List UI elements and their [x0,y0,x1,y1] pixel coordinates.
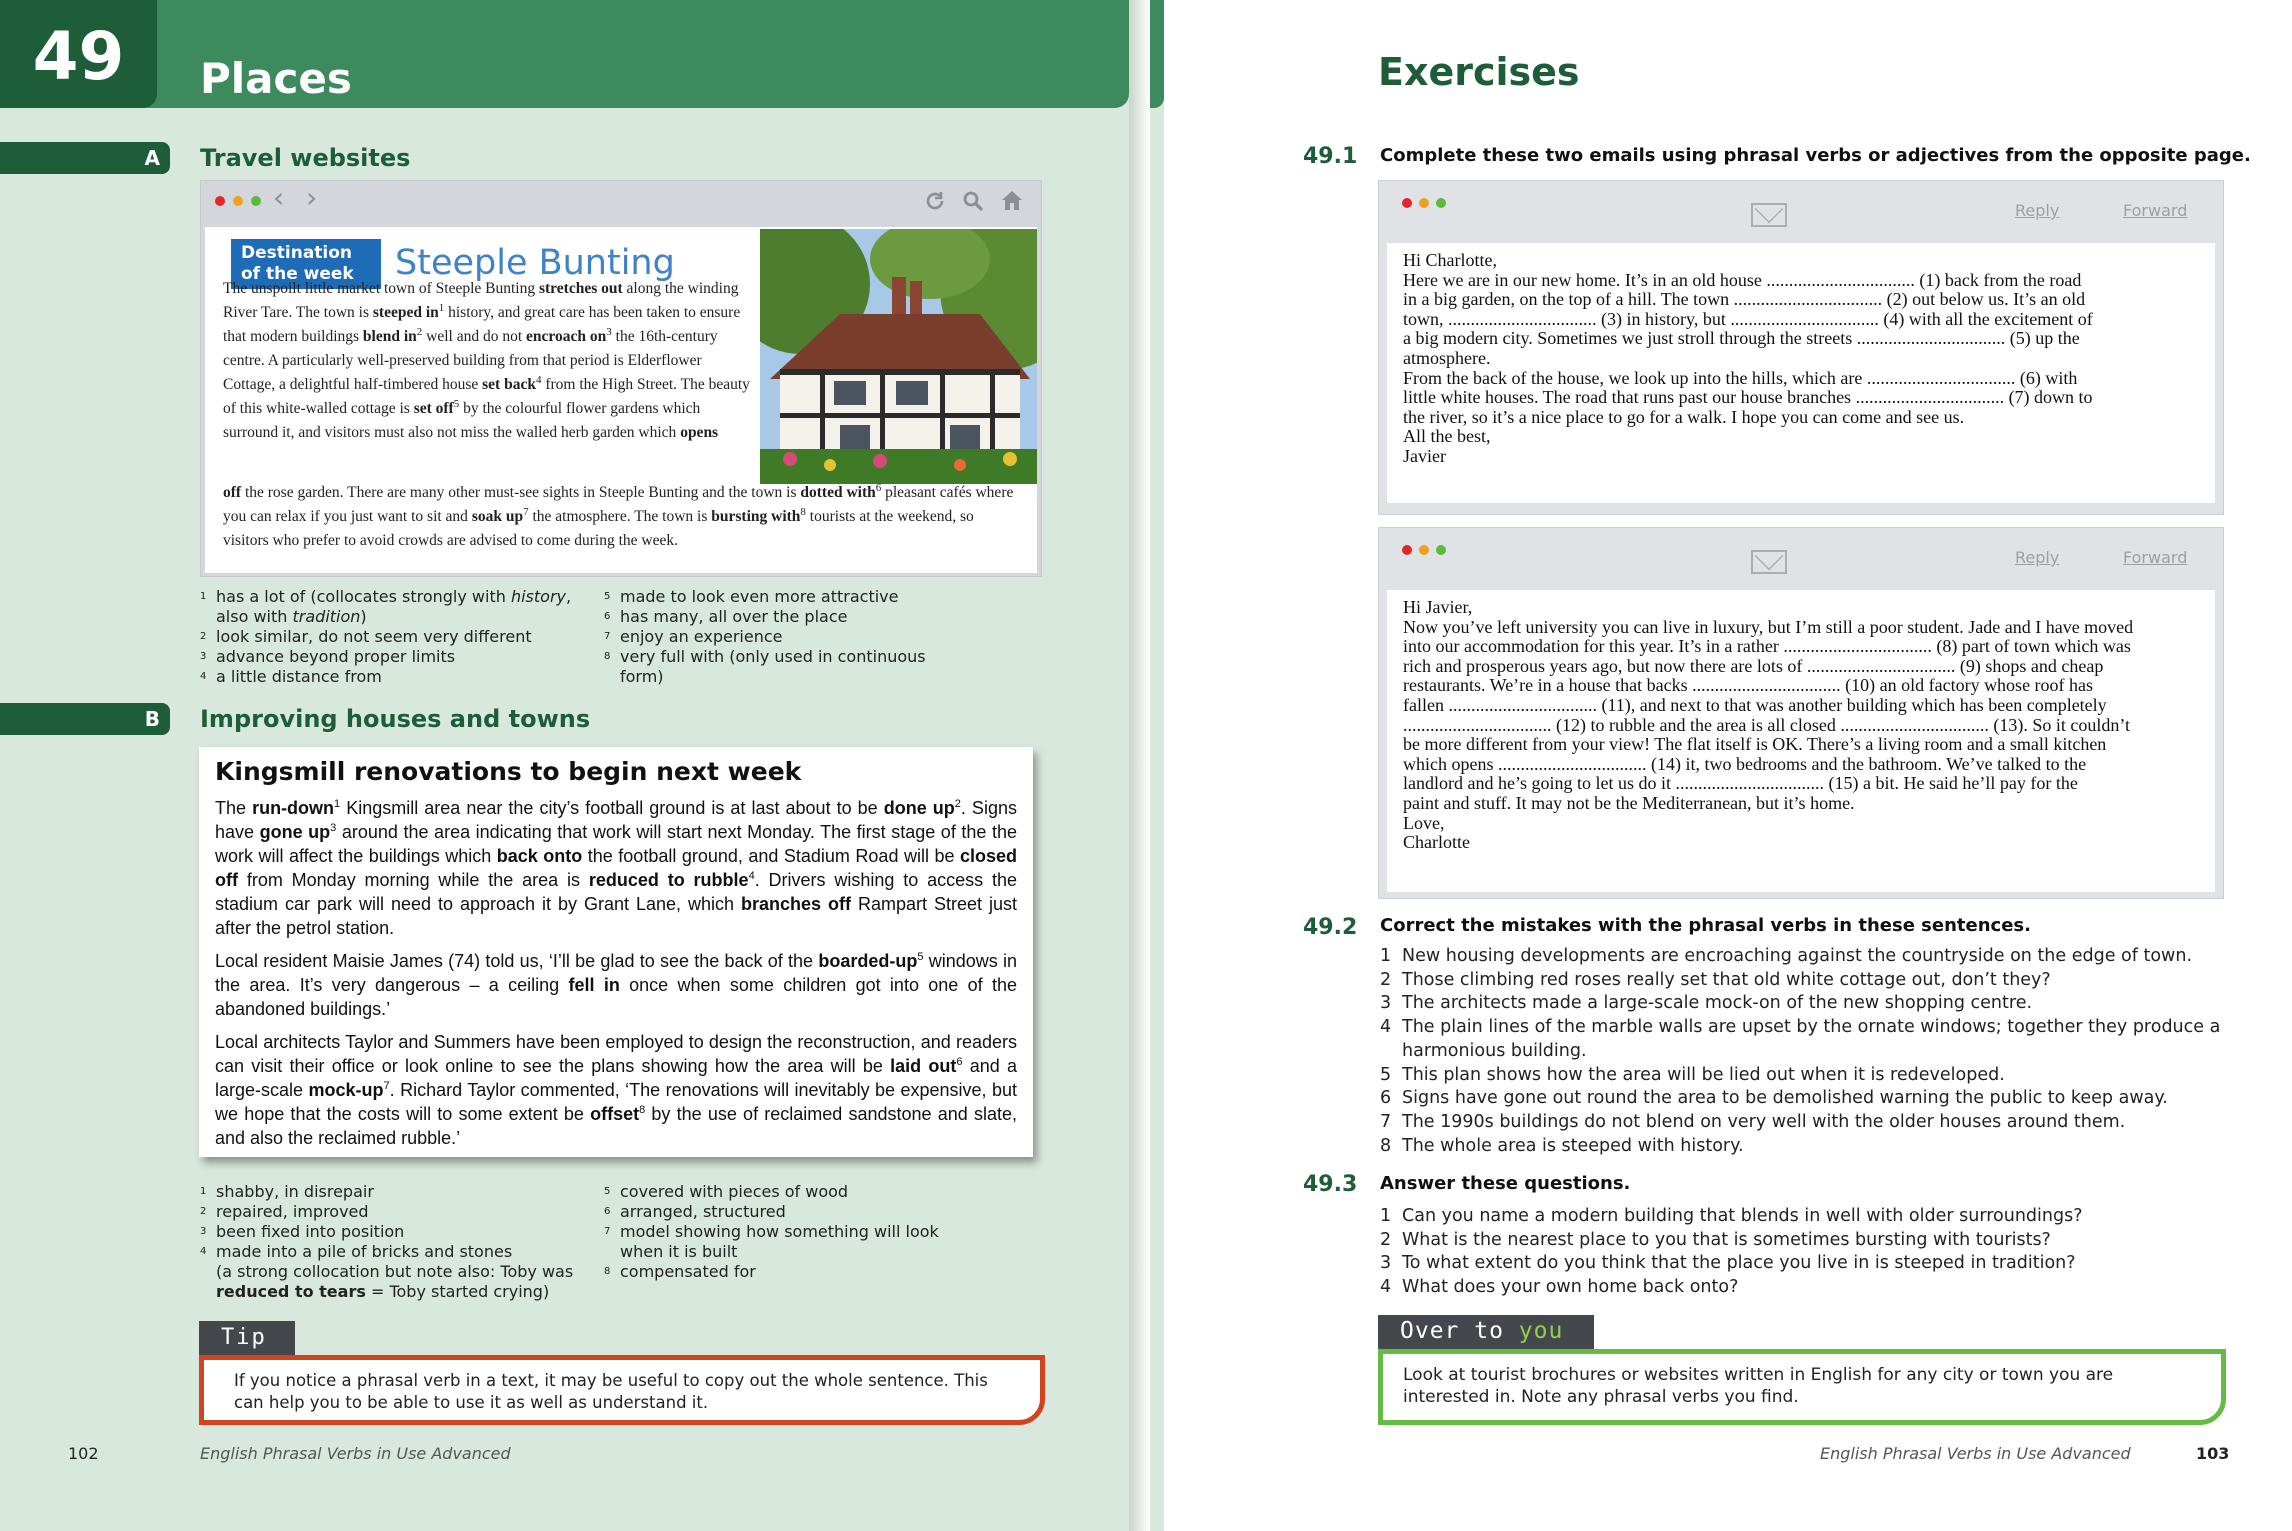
footnote-marker: 3 [606,325,612,338]
exercise-item-number: 4 [1380,1277,1392,1298]
footnote-number: 2 [200,631,207,642]
text-run: by the colourful flower gardens which surround it, and visitors must also not miss the walled herb garden which [223,400,701,441]
footnote-marker: 5 [917,951,924,963]
text-run: windows in the area. It’s very dangerous – a ceiling [215,951,1017,995]
destination-page [205,227,1037,573]
email-line: the river, so it’s a nice place to go for a walk. I hope you can come and see us. [1403,407,1965,427]
footnote-number: 7 [604,1226,611,1237]
email-1-body [1387,243,2215,503]
text-run: tourists at the weekend, so visitors who prefer to avoid crowds are advised to come during the week. [223,508,974,549]
email-1-minimize-dot [1419,198,1429,208]
window-minimize-dot [233,196,243,206]
footnote-text [216,587,571,607]
exercise-item-text: New housing developments are encroaching against the countryside on the edge of town. [1402,946,2193,966]
footnote-text [216,1182,374,1202]
email-line: Javier [1403,446,1446,466]
text-run: been fixed into position [216,1222,405,1241]
section-a-title: Travel websites [200,144,411,172]
footnote-text [620,1222,939,1242]
text-run: shabby, in disrepair [216,1182,374,1201]
exercise-item-number: 3 [1380,993,1392,1014]
email-line: rich and prosperous years ago, but now there are lots of ................................. (9) shops and cheap [1403,656,2104,676]
unit-number-box [0,0,157,108]
text-run: Rampart Street just after the petrol station. [215,894,1017,938]
footnote-number: 7 [604,631,611,642]
destination-badge: Destination of the week [231,239,381,289]
text-run: well and do not [422,328,527,345]
over-to-you-text: Look at tourist brochures or websites written in English for any city or town you are interested in. Note any phrasal verbs you find. [1403,1365,2114,1407]
exercise-item-text: The architects made a large-scale mock-on of the new shopping centre. [1402,993,2033,1014]
footnote-number: 4 [200,671,207,682]
text-run: look similar, do not seem very different [216,627,532,646]
footnote-number [200,1282,216,1302]
text-run: a little distance from [216,667,382,686]
footnote-text [620,1242,737,1262]
text-run: Local resident Maisie James (74) told us, ‘I’ll be glad to see the back of the [215,951,819,971]
exercise-item [1380,1040,2230,1064]
footnote-text [216,1222,404,1242]
text-run: = Toby started crying) [365,1282,550,1301]
footnote-number: 6 [604,611,611,622]
exercise-item [1380,1087,2230,1111]
footnote-row [200,1242,600,1262]
email-line: ................................. (12) to rubble and the area is all closed ................................. (13). So it couldn’t [1403,715,2131,735]
email-line: in a big garden, on the top of a hill. The town ................................. (2) out below us. It’s an old [1403,290,2086,310]
footnote-row [200,607,600,627]
exercises-title: Exercises [1378,50,1580,94]
email-line: restaurants. We’re in a house that backs ................................. (10) an old factory whose roof has [1403,676,2094,696]
email-line: which opens ................................. (14) it, two bedrooms and the bathroom. We’ve talked to the [1403,754,2087,774]
phrasal-verb-highlight: laid out [890,1056,957,1076]
left-running-footer: English Phrasal Verbs in Use Advanced [200,1444,511,1463]
footnote-number: 5 [604,591,611,602]
tip-text: If you notice a phrasal verb in a text, it may be useful to copy out the whole sentence. This can help you to be able to use it as well as understand it. [234,1371,988,1412]
left-page [0,0,1129,1531]
article-paragraph-3 [215,1030,1017,1150]
footnote-row [604,627,1024,647]
exercise-item-text: The 1990s buildings do not blend on very well with the older houses around them. [1402,1111,2126,1132]
email-line: From the back of the house, we look up into the hills, which are ................................. (6) with [1403,368,2078,388]
text-run: The [215,798,253,818]
phrasal-verb-highlight: set back [482,376,536,393]
phrasal-verb-highlight: dotted with [800,484,876,501]
footnote-text [620,1182,848,1202]
footnote-row [604,1222,1024,1242]
phrasal-verb-highlight: offset [590,1104,640,1124]
exercise-item-text: The plain lines of the marble walls are upset by the ornate windows; together they produce a [1402,1017,2221,1038]
text-run: once when some children got into one of the abandoned buildings.’ [215,975,1018,1019]
text-run: enjoy an experience [620,627,783,646]
footnote-row [604,607,1024,627]
exercise-item-text: To what extent do you think that the place you live in is steeped in tradition? [1402,1253,2076,1274]
footnote-row [604,587,1024,607]
text-run: repaired, improved [216,1202,369,1221]
footnote-marker: 1 [438,301,445,314]
footnote-marker: 7 [523,505,529,518]
footnote-row [604,1202,1024,1222]
footnote-text [216,647,455,667]
text-run: . Signs have [215,798,1017,842]
text-run: model showing how something will look [620,1222,939,1241]
phrasal-verb-highlight: encroach on [526,328,607,345]
email-2-minimize-dot [1419,545,1429,555]
text-run: and a large-scale [215,1056,1017,1100]
exercise-2-instruction: Correct the mistakes with the phrasal verbs in these sentences. [1380,915,2031,936]
footnote-text [620,587,898,607]
email-line: Here we are in our new home. It’s in an old house ................................. (1) back from the road [1403,270,2082,290]
footnote-row [200,1202,600,1222]
footnote-row [200,1282,600,1302]
destination-paragraph-top [223,277,753,445]
text-run: from Monday morning while the area is [237,870,589,890]
exercise-item-number: 3 [1380,1253,1392,1274]
text-run: history, and great care has been taken to ensure that modern buildings [223,304,741,345]
text-run: covered with pieces of wood [620,1182,849,1201]
footnote-number: 3 [200,651,207,662]
text-run: also with [216,607,293,626]
email-line: All the best, [1403,427,1491,447]
email-line: Hi Javier, [1403,598,1473,617]
text-run: ) [360,607,367,626]
footnote-text [620,627,782,647]
section-b-letter: B [144,707,160,731]
footnote-number: 1 [200,1186,207,1197]
unit-number: 49 [32,18,125,95]
footnote-marker: 4 [748,870,755,882]
footnote-text [216,1202,369,1222]
unit-title: Places [200,54,352,103]
footnote-marker: 8 [639,1104,646,1116]
exercise-3-items [1380,1205,2230,1300]
exercise-item-number: 2 [1380,969,1392,990]
exercise-item [1380,1276,2230,1300]
text-run: form) [620,667,664,686]
email-1-close-dot [1402,198,1412,208]
section-a-letter: A [144,146,160,170]
email-line: Now you’ve left university you can live in luxury, but I’m still a poor student. Jade and I have moved [1403,617,2134,637]
page-gutter [1129,0,1150,1531]
email-1-maximize-dot [1436,198,1446,208]
footnote-number [604,1242,620,1262]
destination-paragraph-bottom [223,481,1023,553]
footnote-number: 2 [200,1206,207,1217]
phrasal-verb-highlight: fell in [568,975,620,995]
footnote-marker: 1 [334,798,341,810]
exercise-item-text: The whole area is steeped with history. [1402,1135,1744,1156]
email-1 [1378,180,2224,515]
over-to-you-label-part1: Over to [1400,1318,1519,1344]
footnote-text [620,607,847,627]
email-1-text [1403,251,2199,467]
email-line: into our accommodation for this year. It’s in a rather ................................. (8) part of town which was [1403,637,2131,657]
footnote-marker: 3 [330,822,337,834]
envelope-icon [1751,550,1787,574]
email-line: little white houses. The road that runs past our house branches ................................. (7) down to [1403,388,2093,408]
search-icon[interactable] [961,189,985,213]
over-to-you-box [1378,1349,2226,1425]
text-run: made into a pile of bricks and stones [216,1242,513,1261]
email-2-close-dot [1402,545,1412,555]
footnote-number [200,1262,216,1282]
email-2-text [1403,598,2199,853]
phrasal-verb-highlight: stretches out [538,280,623,297]
email-line: town, ................................. (3) in history, but ................................. (4) with all the excitement of [1403,309,2093,329]
email-line: be more different from your view! The flat itself is OK. There’s a living room and a small kitchen [1403,735,2107,755]
exercise-item [1380,1205,2230,1229]
text-run: has many, all over the place [620,607,848,626]
text-run: . Drivers wishing to access the stadium car park will need to approach it by Grant Lane, which [215,870,1017,914]
text-run: when it is built [620,1242,738,1261]
text-run: around the area indicating that work will start next Monday. The first stage of the the work will affect the buildings which [215,822,1017,866]
exercise-item-number: 7 [1380,1111,1392,1132]
footnote-number: 5 [604,1186,611,1197]
text-run: , [566,587,572,606]
exercise-3-number: 49.3 [1303,1172,1358,1197]
exercise-item-text: harmonious building. [1402,1040,1587,1061]
footnote-row [604,1262,1024,1282]
text-run: has a lot of (collocates strongly with [216,587,511,606]
right-page-header-tab [1150,0,1164,108]
text-run: Local architects Taylor and Summers have been employed to design the reconstruction, and readers can visit their office or look online to see the plans showing how the area will be [215,1032,1017,1076]
footnote-text [620,667,664,687]
footnote-number: 3 [200,1226,207,1237]
exercise-3-instruction: Answer these questions. [1380,1173,1631,1194]
footnote-row [200,627,600,647]
text-run: compensated for [620,1262,756,1281]
phrasal-verb-highlight: reduced to rubble [588,870,749,890]
section-b-footnotes-right [604,1182,1024,1282]
exercise-item [1380,969,2230,993]
footnote-row [604,647,1024,667]
email-2-forward-link[interactable]: Forward [2123,548,2188,567]
footnote-number: 1 [200,591,207,602]
footnote-row [604,667,1024,687]
exercise-1-instruction: Complete these two emails using phrasal verbs or adjectives from the opposite page. [1380,145,2251,166]
exercise-item-number: 1 [1380,1206,1392,1226]
exercise-item [1380,1229,2230,1253]
text-run: by the use of reclaimed sandstone and slate, and also the reclaimed rubble.’ [215,1104,1017,1148]
browser-window [200,180,1042,577]
footnote-row [200,1262,600,1282]
window-close-dot [215,196,225,206]
footnote-row [604,1242,1024,1262]
footnote-text [620,1262,756,1282]
footnote-marker: 2 [416,325,423,338]
tip-box [199,1355,1045,1425]
exercise-item [1380,1064,2230,1088]
over-to-you-label-part2: you [1518,1318,1564,1344]
exercise-item-number: 5 [1380,1064,1392,1085]
phrasal-verb-highlight: boarded-up [818,951,918,971]
right-page-edge-strip [1150,0,1164,1531]
over-to-you-label [1378,1315,1594,1349]
unit-header-bar [0,0,1129,108]
footnote-marker: 6 [875,481,882,494]
footnote-marker: 8 [800,505,806,518]
section-b-marker [0,703,170,735]
exercise-item [1380,1135,2230,1159]
footnote-text [620,1202,786,1222]
phrasal-verb-highlight: reduced to tears [216,1282,366,1301]
footnote-marker: 6 [956,1056,963,1068]
email-line: Love, [1403,813,1445,833]
exercise-2-items [1380,945,2230,1158]
email-line: landlord and he’s going to let us do it ................................. (15) a bit. He said he’ll pay for the [1403,774,2078,794]
refresh-icon[interactable] [923,189,947,213]
footnote-text [216,667,382,687]
text-run: pleasant cafés where you can relax if you just want to sit and [223,484,1014,525]
article-paragraph-1 [215,796,1017,940]
text-run: made to look even more attractive [620,587,899,606]
exercise-1-number: 49.1 [1303,144,1358,169]
cottage-photo [760,229,1037,484]
right-running-footer: English Phrasal Verbs in Use Advanced [1820,1444,2131,1463]
text-run: The unspoilt little market town of Steeple Bunting [223,280,539,297]
email-line: a big modern city. Sometimes we just stroll through the streets ................................. (5) up the [1403,329,2080,349]
article-paragraph-2 [215,949,1017,1021]
window-maximize-dot [251,196,261,206]
text-run: the rose garden. There are many other must-see sights in Steeple Bunting and the town is [241,484,801,501]
footnote-marker: 2 [954,798,961,810]
email-2-body [1387,590,2215,892]
text-run: arranged, structured [620,1202,786,1221]
news-article [199,747,1033,1157]
exercise-item-number: 2 [1380,1229,1392,1250]
left-page-number: 102 [68,1444,99,1463]
phrasal-verb-highlight: off [223,484,242,501]
email-line: Charlotte [1403,833,1470,853]
exercise-item [1380,1252,2230,1276]
section-a-marker [0,142,170,174]
footnote-number: 6 [604,1206,611,1217]
phrasal-verb-highlight: done up [883,798,955,818]
exercise-item [1380,945,2230,969]
footnote-text [216,1242,512,1262]
footnote-number: 8 [604,1266,611,1277]
exercise-item-text: What is the nearest place to you that is sometimes bursting with tourists? [1402,1229,2051,1250]
text-run: Kingsmill area near the city’s football ground is at last about to be [340,798,884,818]
section-a-footnotes-left [200,587,600,687]
footnote-text [216,607,367,627]
text-run: along the winding River Tare. The town is [223,280,739,321]
phrasal-verb-highlight: back onto [496,846,583,866]
footnote-number: 8 [604,651,611,662]
email-line: atmosphere. [1403,348,1491,368]
text-run: tradition [292,607,361,626]
footnote-row [200,1182,600,1202]
tip-label: Tip [199,1321,295,1355]
exercise-item-text: Signs have gone out round the area to be demolished warning the public to keep away. [1402,1088,2168,1109]
text-run: . Richard Taylor commented, ‘The renovations will inevitably be expensive, but we hope that the costs will to some extent be [215,1080,1017,1124]
section-a-footnotes-right [604,587,1024,687]
email-1-forward-link[interactable]: Forward [2123,201,2188,220]
exercise-item-number [1380,1040,1402,1064]
phrasal-verb-highlight: bursting with [711,508,801,525]
text-run: history [510,587,566,606]
exercise-item-number: 1 [1380,946,1392,966]
phrasal-verb-highlight: mock-up [308,1080,384,1100]
article-headline: Kingsmill renovations to begin next week [215,757,802,786]
phrasal-verb-highlight: steeped in [372,304,439,321]
email-1-reply-link[interactable]: Reply [2015,201,2060,220]
forward-arrow-icon[interactable]: › [306,181,318,214]
section-b-footnotes-left [200,1182,600,1302]
exercise-item [1380,1111,2230,1135]
destination-title: Steeple Bunting [395,243,675,283]
footnote-text [216,627,532,647]
email-line: fallen ................................. (11), and next to that was another building which has been completely [1403,695,2107,715]
text-run: very full with (only used in continuous [620,647,926,666]
text-run: (a strong collocation but note also: Toby was [216,1262,574,1281]
footnote-marker: 4 [535,373,542,386]
footnote-text [216,1282,549,1302]
footnote-row [200,647,600,667]
section-b-title: Improving houses and towns [200,705,591,733]
email-line: paint and stuff. It may not be the Mediterranean, but it’s home. [1403,793,1855,813]
phrasal-verb-highlight: set off [413,400,454,417]
email-2 [1378,527,2224,899]
exercise-item-text: This plan shows how the area will be lied out when it is redeveloped. [1402,1064,2005,1085]
footnote-row [200,1222,600,1242]
right-page-number: 103 [2196,1444,2230,1463]
exercise-item-text: Can you name a modern building that blends in well with older surroundings? [1402,1206,2083,1226]
footnote-row [200,667,600,687]
phrasal-verb-highlight: branches off [741,894,851,914]
phrasal-verb-highlight: gone up [259,822,331,842]
phrasal-verb-highlight: opens [680,424,719,441]
phrasal-verb-highlight: soak up [471,508,524,525]
email-2-reply-link[interactable]: Reply [2015,548,2060,567]
text-run: from the High Street. The beauty of this white-walled cottage is [223,376,750,417]
phrasal-verb-highlight: blend in [362,328,417,345]
phrasal-verb-highlight: closed off [215,846,1017,890]
text-run: the 16th-century centre. A particularly well-preserved building from that period is Elderflower Cottage, a delightful half-timbered house [223,328,718,393]
home-icon[interactable] [999,187,1025,213]
footnote-number [604,667,620,687]
footnote-marker: 5 [453,397,460,410]
back-arrow-icon[interactable]: ‹ [273,181,285,214]
exercise-item [1380,1016,2230,1040]
exercise-item-number: 4 [1380,1017,1392,1038]
exercise-item-text: What does your own home back onto? [1402,1277,1739,1298]
footnote-number: 4 [200,1246,207,1257]
footnote-row [200,587,600,607]
exercise-item-text: Those climbing red roses really set that old white cottage out, don’t they? [1402,969,2051,990]
text-run: advance beyond proper limits [216,647,456,666]
text-run: the atmosphere. The town is [528,508,712,525]
email-line: Hi Charlotte, [1403,251,1497,270]
footnote-text [620,647,926,667]
text-run: the football ground, and Stadium Road will be [582,846,960,866]
exercise-item-number: 6 [1380,1088,1392,1109]
exercise-2-number: 49.2 [1303,915,1358,940]
exercise-item [1380,992,2230,1016]
footnote-number [200,607,216,627]
footnote-row [604,1182,1024,1202]
envelope-icon [1751,203,1787,227]
exercise-item-number: 8 [1380,1135,1392,1156]
footnote-marker: 7 [383,1080,390,1092]
footnote-text [216,1262,573,1282]
phrasal-verb-highlight: run-down [252,798,335,818]
email-2-maximize-dot [1436,545,1446,555]
